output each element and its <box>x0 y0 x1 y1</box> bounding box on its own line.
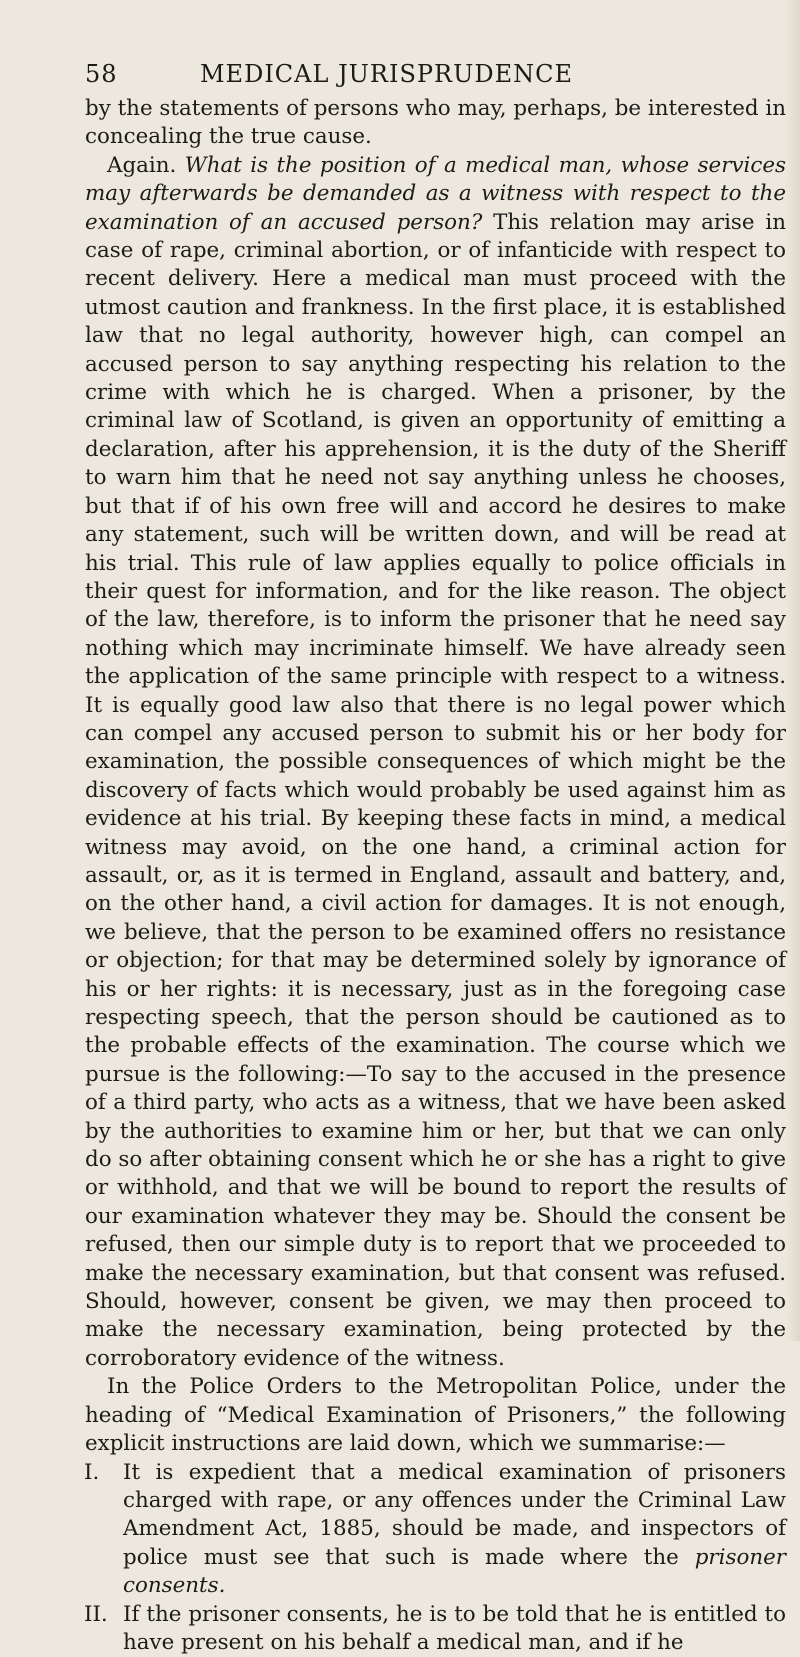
page-number: 58 <box>85 60 118 88</box>
list-item <box>85 1459 786 1601</box>
list-item-number: I. <box>84 1459 100 1485</box>
list-item-text: If the prisoner consents, he is to be told that he is entitled to have present on his behalf a medical man, and if he <box>123 1601 786 1655</box>
paragraph-2-lead: Again. <box>107 152 177 178</box>
page-header <box>85 60 688 90</box>
page-edge-shadow <box>786 0 800 1341</box>
list-item-emphasis: prisoner consents. <box>123 1544 786 1599</box>
running-title: MEDICAL JURISPRUDENCE <box>199 60 573 88</box>
paragraph-2-question: What is the position of a medical man, whose services may afterwards be demanded as a witness with respect to the examination of an accused person? <box>85 152 786 235</box>
paragraph-3: In the Police Orders to the Metropolitan Police, under the heading of “Medical Examination of Prisoners,” the following explicit instructions are laid down, which we summarise:— <box>85 1374 786 1457</box>
body-text <box>85 95 786 1657</box>
paragraph-1: by the statements of persons who may, perhaps, be interested in concealing the true cause. <box>85 96 786 150</box>
paragraph-2 <box>85 152 786 1373</box>
list-item <box>85 1601 786 1657</box>
list-item-text: It is expedient that a medical examination of prisoners charged with rape, or any offences under the Criminal Law Amendment Act, 1885, should be made, and inspectors of police must see that such is made where the <box>123 1459 786 1570</box>
paragraph-2-body: This relation may arise in case of rape, criminal abortion, or of infanticide with respect to recent delivery. Here a medical man must proceed with the utmost caution and frankness. In the first place, it is established law that no legal authority, however high, can compel an accused person to say anything respecting his relation to the crime with which he is charged. When a prisoner, by the criminal law of Scotland, is given an opportunity of emitting a declaration, after his apprehension, it is the duty of the Sheriff to warn him that he need not say anything unless he chooses, but that if of his own free will and accord he desires to make any statement, such will be written down, and will be read at his trial. This rule of law applies equally to police officials in their quest for information, and for the like reason. The object of the law, therefore, is to inform the prisoner that he need say nothing which may incriminate himself. We have already seen the application of the same principle with respect to a witness. It is equally good law also that there is no legal power which can compel any accused person to submit his or her body for examination, the possible consequences of which might be the discovery of facts which would probably be used against him as evidence at his trial. By keeping these facts in mind, a medical witness may avoid, on the one hand, a criminal action for assault, or, as it is termed in England, assault and battery, and, on the other hand, a civil action for damages. It is not enough, we believe, that the person to be examined offers no resistance or objection; for that may be determined solely by ignorance of his or her rights: it is necessary, just as in the foregoing case respecting speech, that the person should be cautioned as to the probable effects of the examination. The course which we pursue is the following:—To say to the accused in the presence of a third party, who acts as a witness, that we have been asked by the authorities to examine him or her, but that we can only do so after obtaining consent which he or she has a right to give or withhold, and that we will be bound to report the results of our examination whatever they may be. Should the consent be refused, then our simple duty is to report that we proceeded to make the necessary examination, but that consent was refused. Should, however, consent be given, we may then proceed to make the necessary examination, being protected by the corroboratory evidence of the witness. <box>85 209 786 1371</box>
list-item-number: II. <box>84 1601 108 1627</box>
